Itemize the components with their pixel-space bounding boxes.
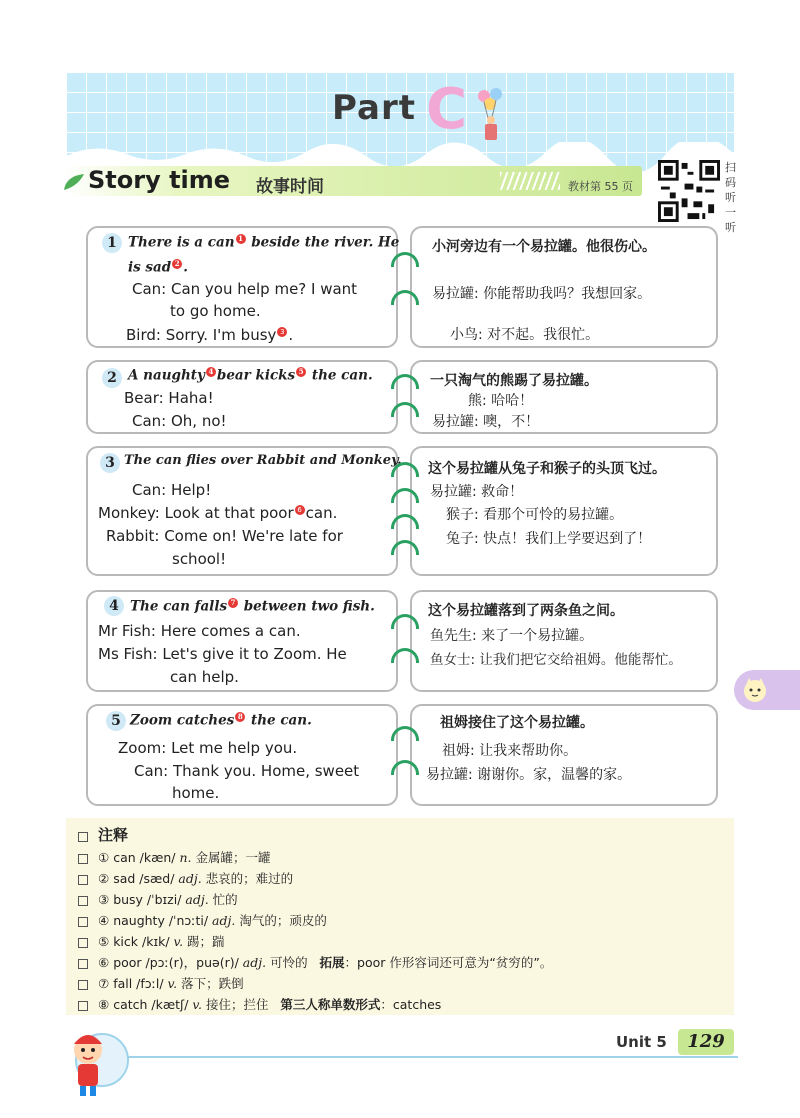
leaf-icon xyxy=(62,172,86,192)
dialogue-line: Rabbit: Come on! We're late for xyxy=(106,527,343,545)
checkbox-icon[interactable] xyxy=(78,832,88,842)
story-number: 1 xyxy=(102,233,122,253)
story-narration: The can flies over Rabbit and Monkey. xyxy=(124,453,402,468)
dialogue-line: school! xyxy=(172,550,227,568)
note-marker: 8 xyxy=(235,712,245,722)
section-subtitle: 故事时间 xyxy=(256,177,324,197)
story-number: 5 xyxy=(106,711,126,731)
note-item: ② sad /sæd/ adj. 悲哀的；难过的 xyxy=(78,869,293,887)
story-narration: The can falls 7 between two fish. xyxy=(130,598,375,615)
mascot-icon xyxy=(50,1020,130,1100)
cn-line: 小鸟: 对不起。我很忙。 xyxy=(450,327,600,343)
section-title: Story time xyxy=(88,166,231,194)
cn-line: 祖姆接住了这个易拉罐。 xyxy=(440,715,594,731)
story-narration: A naughty 4 bear kicks 5 the can. xyxy=(128,367,373,384)
story-number: 2 xyxy=(102,368,122,388)
note-item: ④ naughty /ˈnɔːti/ adj. 淘气的；顽皮的 xyxy=(78,911,327,929)
note-item: ① can /kæn/ n. 金属罐；一罐 xyxy=(78,848,270,866)
note-extension-label: 拓展 xyxy=(319,955,345,970)
checkbox-icon[interactable] xyxy=(78,1001,88,1011)
balloons-icon xyxy=(474,86,508,146)
part-letter: C xyxy=(426,77,468,142)
dialogue-line: home. xyxy=(172,784,220,802)
dialogue-line: Zoom: Let me help you. xyxy=(118,739,298,757)
dialogue-line: Bear: Haha! xyxy=(124,389,214,407)
note-marker: 7 xyxy=(228,598,238,608)
story-narration: There is a can 1 beside the river. He xyxy=(128,234,400,251)
story-number: 4 xyxy=(104,596,124,616)
dialogue-line: Ms Fish: Let's give it to Zoom. He xyxy=(98,645,347,663)
cn-line: 这个易拉罐从兔子和猴子的头顶飞过。 xyxy=(428,461,666,477)
qr-code-icon[interactable] xyxy=(658,160,720,222)
cn-line: 这个易拉罐落到了两条鱼之间。 xyxy=(428,603,624,619)
cat-face-icon xyxy=(740,675,770,705)
story-narration: is sad 2 . xyxy=(128,259,188,276)
scan-listen-label: 扫码听一听 xyxy=(725,161,736,234)
note-marker: 6 xyxy=(295,505,305,515)
note-extension-label: 第三人称单数形式 xyxy=(280,997,381,1012)
note-marker: 5 xyxy=(296,367,306,377)
checkbox-icon[interactable] xyxy=(78,980,88,990)
cn-line: 小河旁边有一个易拉罐。他很伤心。 xyxy=(432,239,656,255)
checkbox-icon[interactable] xyxy=(78,875,88,885)
note-item: ⑤ kick /kɪk/ v. 踢；踹 xyxy=(78,932,225,950)
cn-line: 易拉罐: 噢，不！ xyxy=(432,414,540,430)
page-number: 129 xyxy=(678,1029,734,1055)
footer-line xyxy=(128,1056,738,1058)
story-number: 3 xyxy=(100,453,120,473)
checkbox-icon[interactable] xyxy=(78,959,88,969)
note-marker: 2 xyxy=(172,259,182,269)
dialogue-line: Can: Thank you. Home, sweet xyxy=(134,762,360,780)
dialogue-line: Can: Help! xyxy=(132,481,212,499)
dialogue-line: Monkey: Look at that poor 6 can. xyxy=(98,504,338,522)
cn-line: 鱼女士: 让我们把它交给祖姆。他能帮忙。 xyxy=(430,652,682,668)
note-item: ③ busy /ˈbɪzi/ adj. 忙的 xyxy=(78,890,238,908)
checkbox-icon[interactable] xyxy=(78,854,88,864)
checkbox-icon[interactable] xyxy=(78,896,88,906)
note-marker: 3 xyxy=(277,327,287,337)
cn-line: 鱼先生: 来了一个易拉罐。 xyxy=(430,628,594,644)
note-item: ⑦ fall /fɔːl/ v. 落下；跌倒 xyxy=(78,974,244,992)
notes-heading-row xyxy=(78,824,128,845)
cn-line: 易拉罐: 谢谢你。家，温馨的家。 xyxy=(426,767,632,783)
cn-line: 易拉罐: 救命！ xyxy=(430,484,524,500)
cn-line: 猴子: 看那个可怜的易拉罐。 xyxy=(446,507,624,523)
notes-heading: 注释 xyxy=(98,826,129,844)
note-item: ⑥ poor /pɔː(r)，puə(r)/ adj. 可怜的 拓展：poor 作形容词还可意为“贫穷的”。 xyxy=(78,953,552,971)
checkbox-icon[interactable] xyxy=(78,938,88,948)
story-narration: Zoom catches 8 the can. xyxy=(130,712,312,729)
dialogue-line: Bird: Sorry. I'm busy 3 . xyxy=(126,326,294,344)
cn-line: 易拉罐: 你能帮助我吗？我想回家。 xyxy=(432,286,652,302)
cn-line: 熊: 哈哈！ xyxy=(468,393,534,409)
cn-line: 祖姆: 让我来帮助你。 xyxy=(442,743,578,759)
dialogue-line: to go home. xyxy=(170,302,261,320)
dialogue-line: Can: Oh, no! xyxy=(132,412,227,430)
checkbox-icon[interactable] xyxy=(78,917,88,927)
note-item: ⑧ catch /kætʃ/ v. 接住；拦住 第三人称单数形式：catches xyxy=(78,995,441,1013)
dialogue-line: can help. xyxy=(170,668,239,686)
note-marker: 1 xyxy=(236,234,246,244)
dialogue-line: Mr Fish: Here comes a can. xyxy=(98,622,301,640)
unit-label: Unit 5 xyxy=(616,1033,667,1051)
textbook-ref: 教材第 55 页 xyxy=(568,180,633,193)
dialogue-line: Can: Can you help me? I want xyxy=(132,280,358,298)
cn-line: 一只淘气的熊踢了易拉罐。 xyxy=(430,373,598,389)
decor-stripes xyxy=(500,172,560,190)
part-title: Part xyxy=(332,88,416,128)
note-marker: 4 xyxy=(206,367,216,377)
cn-line: 兔子: 快点！我们上学要迟到了！ xyxy=(446,531,652,547)
side-tab[interactable] xyxy=(734,670,800,710)
